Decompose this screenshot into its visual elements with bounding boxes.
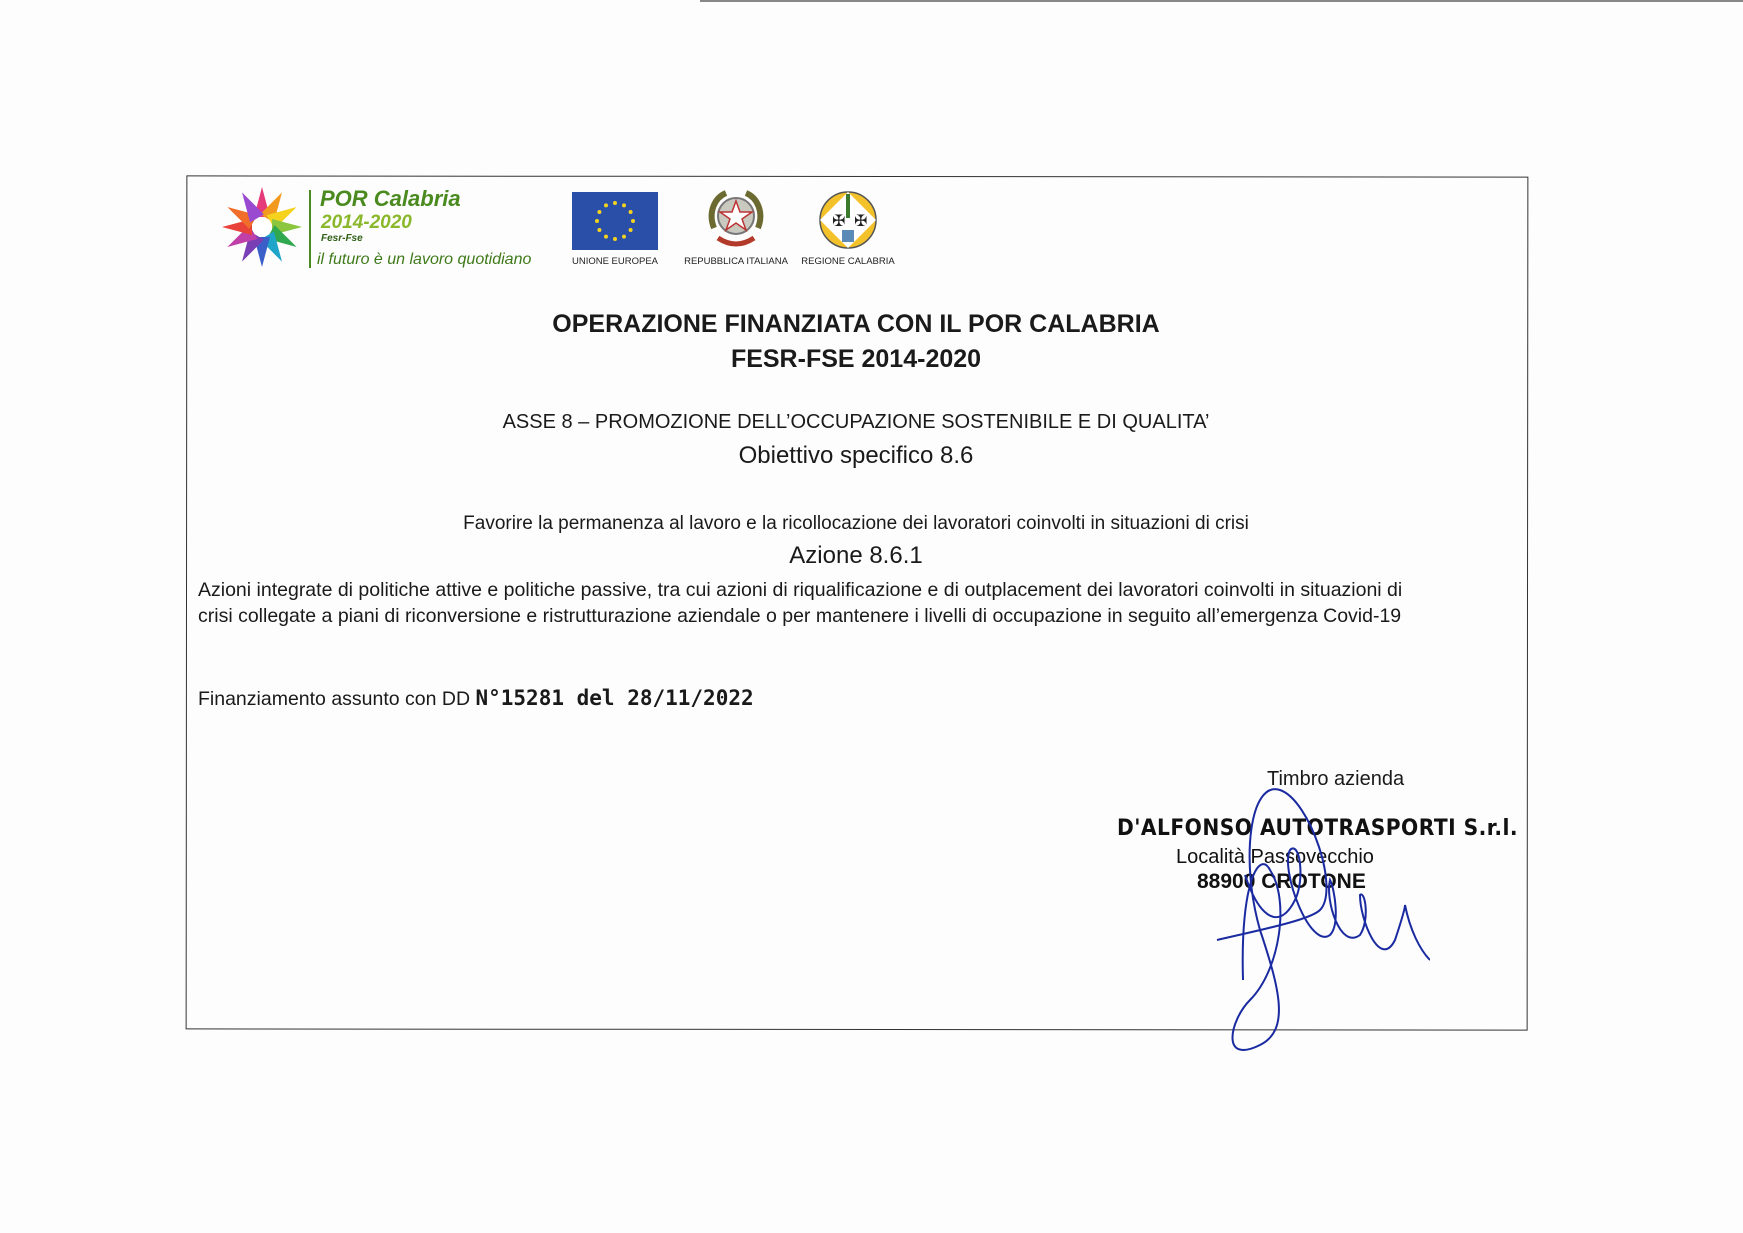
svg-text:✠: ✠ — [854, 211, 868, 230]
azione-text-line2: crisi collegate a piani di riconversione e ristrutturazione aziendale o per mantenere i livelli di occupazione in seguito all’emergenza Covid-19 — [198, 605, 1402, 627]
heading-line2: FESR-FSE 2014-2020 — [730, 345, 982, 373]
eu-star-icon — [597, 228, 601, 232]
por-calabria-star-logo-icon — [220, 184, 304, 270]
eu-caption: UNIONE EUROPEA — [571, 256, 659, 267]
eu-star-icon — [622, 203, 626, 207]
stamp-label: Timbro azienda — [1267, 768, 1405, 790]
eu-star-icon — [629, 228, 633, 232]
handwritten-signature — [1200, 780, 1430, 1060]
financing-line — [198, 686, 754, 711]
azione-text-line1: Azioni integrate di politiche attive e politiche passive, tra cui azioni di riqualificazione e di outplacement dei lavoratori coinvolti in situazioni di — [198, 579, 1403, 601]
stamp-company: D'ALFONSO AUTOTRASPORTI S.r.l. — [1117, 816, 1519, 841]
por-title: POR Calabria — [320, 186, 461, 211]
eu-star-icon — [629, 210, 633, 214]
por-logo-divider — [309, 190, 311, 268]
asse-title: ASSE 8 – PROMOZIONE DELL’OCCUPAZIONE SOSTENIBILE E DI QUALITA’ — [502, 411, 1210, 433]
eu-star-icon — [613, 201, 617, 205]
eu-star-icon — [604, 235, 608, 239]
italy-caption: REPUBBLICA ITALIANA — [684, 256, 788, 267]
eu-flag-icon — [572, 192, 658, 250]
stamp-address: Località Passovecchio — [1176, 846, 1374, 868]
stamp-city: 88900 CROTONE — [1197, 870, 1366, 893]
azione-title: Azione 8.6.1 — [789, 542, 923, 569]
por-years: 2014-2020 — [321, 212, 412, 233]
calabria-region-emblem-icon — [818, 188, 878, 252]
heading-line1: OPERAZIONE FINANZIATA CON IL POR CALABRIA — [552, 310, 1160, 338]
italian-republic-emblem-icon — [706, 188, 766, 252]
eu-star-icon — [597, 210, 601, 214]
scan-edge-line — [700, 0, 1743, 2]
eu-star-icon — [613, 237, 617, 241]
eu-star-icon — [622, 235, 626, 239]
eu-star-icon — [604, 203, 608, 207]
svg-text:✠: ✠ — [832, 211, 846, 230]
por-fund: Fesr-Fse — [321, 233, 363, 244]
calabria-caption: REGIONE CALABRIA — [801, 256, 895, 267]
por-slogan: il futuro è un lavoro quotidiano — [317, 251, 532, 268]
obiettivo-title: Obiettivo specifico 8.6 — [738, 442, 974, 469]
eu-star-icon — [631, 219, 635, 223]
financing-value: N°15281 del 28/11/2022 — [475, 686, 754, 710]
financing-label: Finanziamento assunto con DD — [198, 688, 476, 710]
favorire-text: Favorire la permanenza al lavoro e la ricollocazione dei lavoratori coinvolti in situazioni di crisi — [463, 513, 1249, 534]
eu-star-icon — [595, 219, 599, 223]
